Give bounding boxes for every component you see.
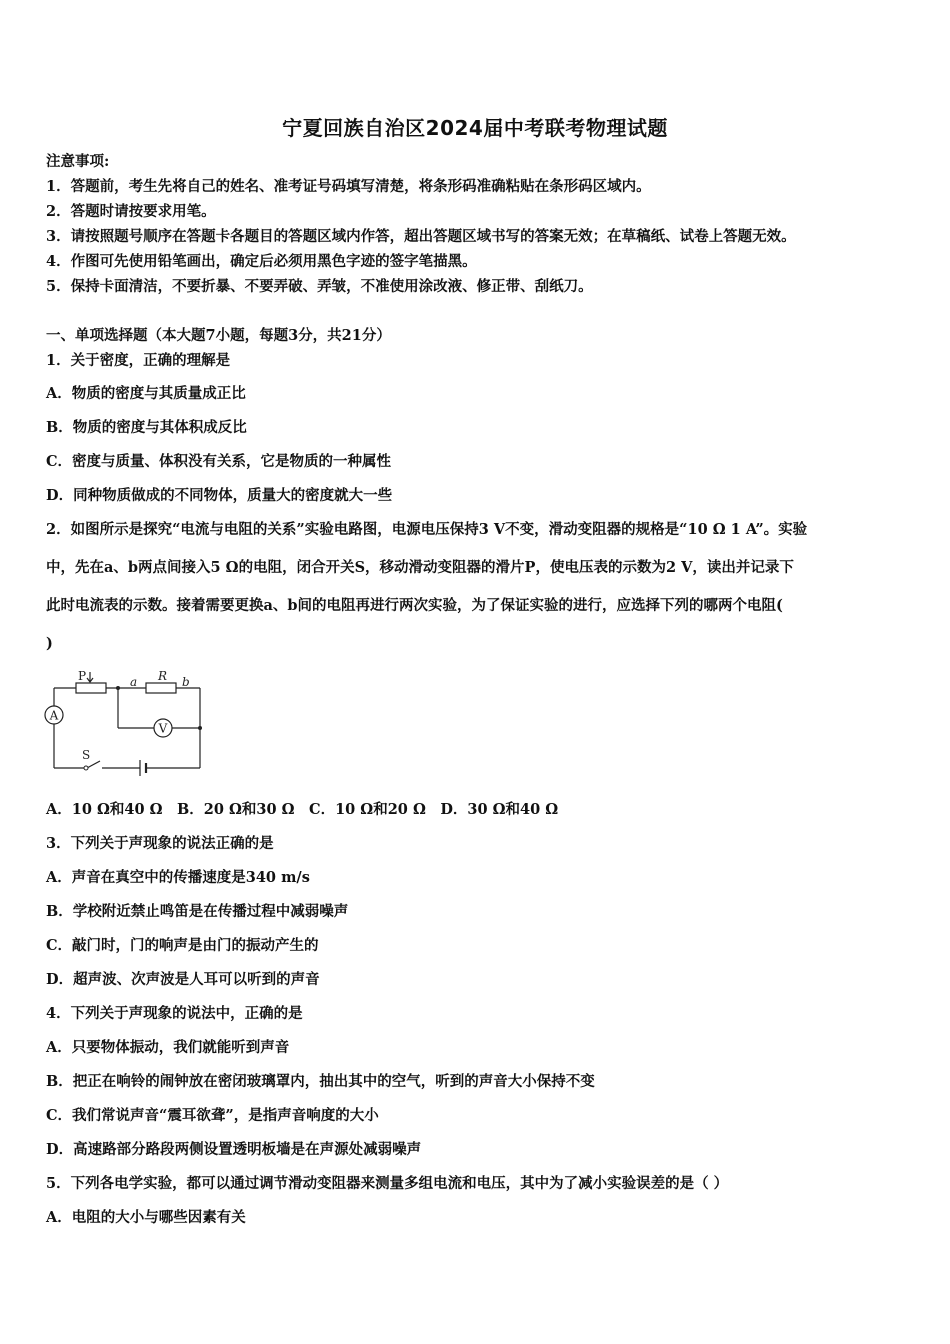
question-1-option-a: A．物质的密度与其质量成正比 (46, 385, 246, 402)
question-1-stem: 1．关于密度，正确的理解是 (46, 352, 231, 369)
voltmeter-label: V (158, 721, 168, 736)
question-2-stem-line: 2．如图所示是探究“电流与电阻的关系”实验电路图，电源电压保持3 V不变，滑动变阻器的规格是“10 Ω 1 A”。实验 (46, 521, 808, 538)
question-2-stem-line: 此时电流表的示数。接着需要更换a、b间的电阻再进行两次实验，为了保证实验的进行，应选择下列的哪两个电阻( (46, 597, 783, 614)
question-4-option-a: A．只要物体振动，我们就能听到声音 (46, 1039, 290, 1056)
page-title: 宁夏回族自治区2024届中考联考物理试题 (282, 116, 668, 140)
question-5-option-a: A．电阻的大小与哪些因素有关 (46, 1209, 246, 1226)
question-2-stem-line: 中，先在a、b两点间接入5 Ω的电阻，闭合开关S，移动滑动变阻器的滑片P，使电压表的示数为2 V，读出并记录下 (46, 559, 794, 576)
rheostat-symbol (76, 683, 106, 693)
question-3-option-a: A．声音在真空中的传播速度是340 m/s (46, 869, 310, 886)
question-3-option-b: B．学校附近禁止鸣笛是在传播过程中减弱噪声 (46, 903, 349, 920)
notice-item: 3．请按照题号顺序在答题卡各题目的答题区域内作答，超出答题区域书写的答案无效；在草稿纸、试卷上答题无效。 (46, 228, 796, 245)
switch-label-s: S (82, 748, 91, 762)
section-heading: 一、单项选择题（本大题7小题，每题3分，共21分） (46, 327, 391, 344)
question-3-option-c: C．敲门时，门的响声是由门的振动产生的 (46, 937, 319, 954)
ammeter-label: A (49, 708, 59, 723)
question-3-option-d: D．超声波、次声波是人耳可以听到的声音 (46, 971, 320, 988)
question-4-option-b: B．把正在响铃的闹钟放在密闭玻璃罩内，抽出其中的空气，听到的声音大小保持不变 (46, 1073, 595, 1090)
point-label-b: b (182, 675, 190, 689)
slider-label-p: P (78, 669, 87, 683)
notice-item: 2．答题时请按要求用笔。 (46, 203, 216, 220)
resistor-label-r: R (158, 669, 168, 683)
question-1-option-d: D．同种物质做成的不同物体，质量大的密度就大一些 (46, 487, 393, 504)
question-2-stem-line: ) (46, 635, 53, 652)
resistor-symbol (146, 683, 176, 693)
question-1-option-c: C．密度与质量、体积没有关系，它是物质的一种属性 (46, 453, 392, 470)
question-3-stem: 3．下列关于声现象的说法正确的是 (46, 835, 274, 852)
notice-heading: 注意事项: (46, 153, 110, 170)
question-1-option-b: B．物质的密度与其体积成反比 (46, 419, 247, 436)
question-4-option-c: C．我们常说声音“震耳欲聋”，是指声音响度的大小 (46, 1107, 379, 1124)
circuit-diagram (40, 660, 220, 780)
question-5-stem: 5．下列各电学实验，都可以通过调节滑动变阻器来测量多组电流和电压，其中为了减小实验误差的是（ ） (46, 1175, 729, 1192)
question-4-stem: 4．下列关于声现象的说法中，正确的是 (46, 1005, 303, 1022)
question-2-options: A．10 Ω和40 Ω B．20 Ω和30 Ω C．10 Ω和20 Ω D．30 Ω和40 Ω (46, 801, 559, 818)
point-label-a: a (130, 675, 138, 689)
notice-item: 4．作图可先使用铅笔画出，确定后必须用黑色字迹的签字笔描黑。 (46, 253, 477, 270)
notice-item: 5．保持卡面清洁，不要折暴、不要弄破、弄皱，不准使用涂改液、修正带、刮纸刀。 (46, 278, 593, 295)
question-4-option-d: D．高速路部分路段两侧设置透明板墙是在声源处减弱噪声 (46, 1141, 422, 1158)
notice-item: 1．答题前，考生先将自己的姓名、准考证号码填写清楚，将条形码准确粘贴在条形码区域内。 (46, 178, 651, 195)
